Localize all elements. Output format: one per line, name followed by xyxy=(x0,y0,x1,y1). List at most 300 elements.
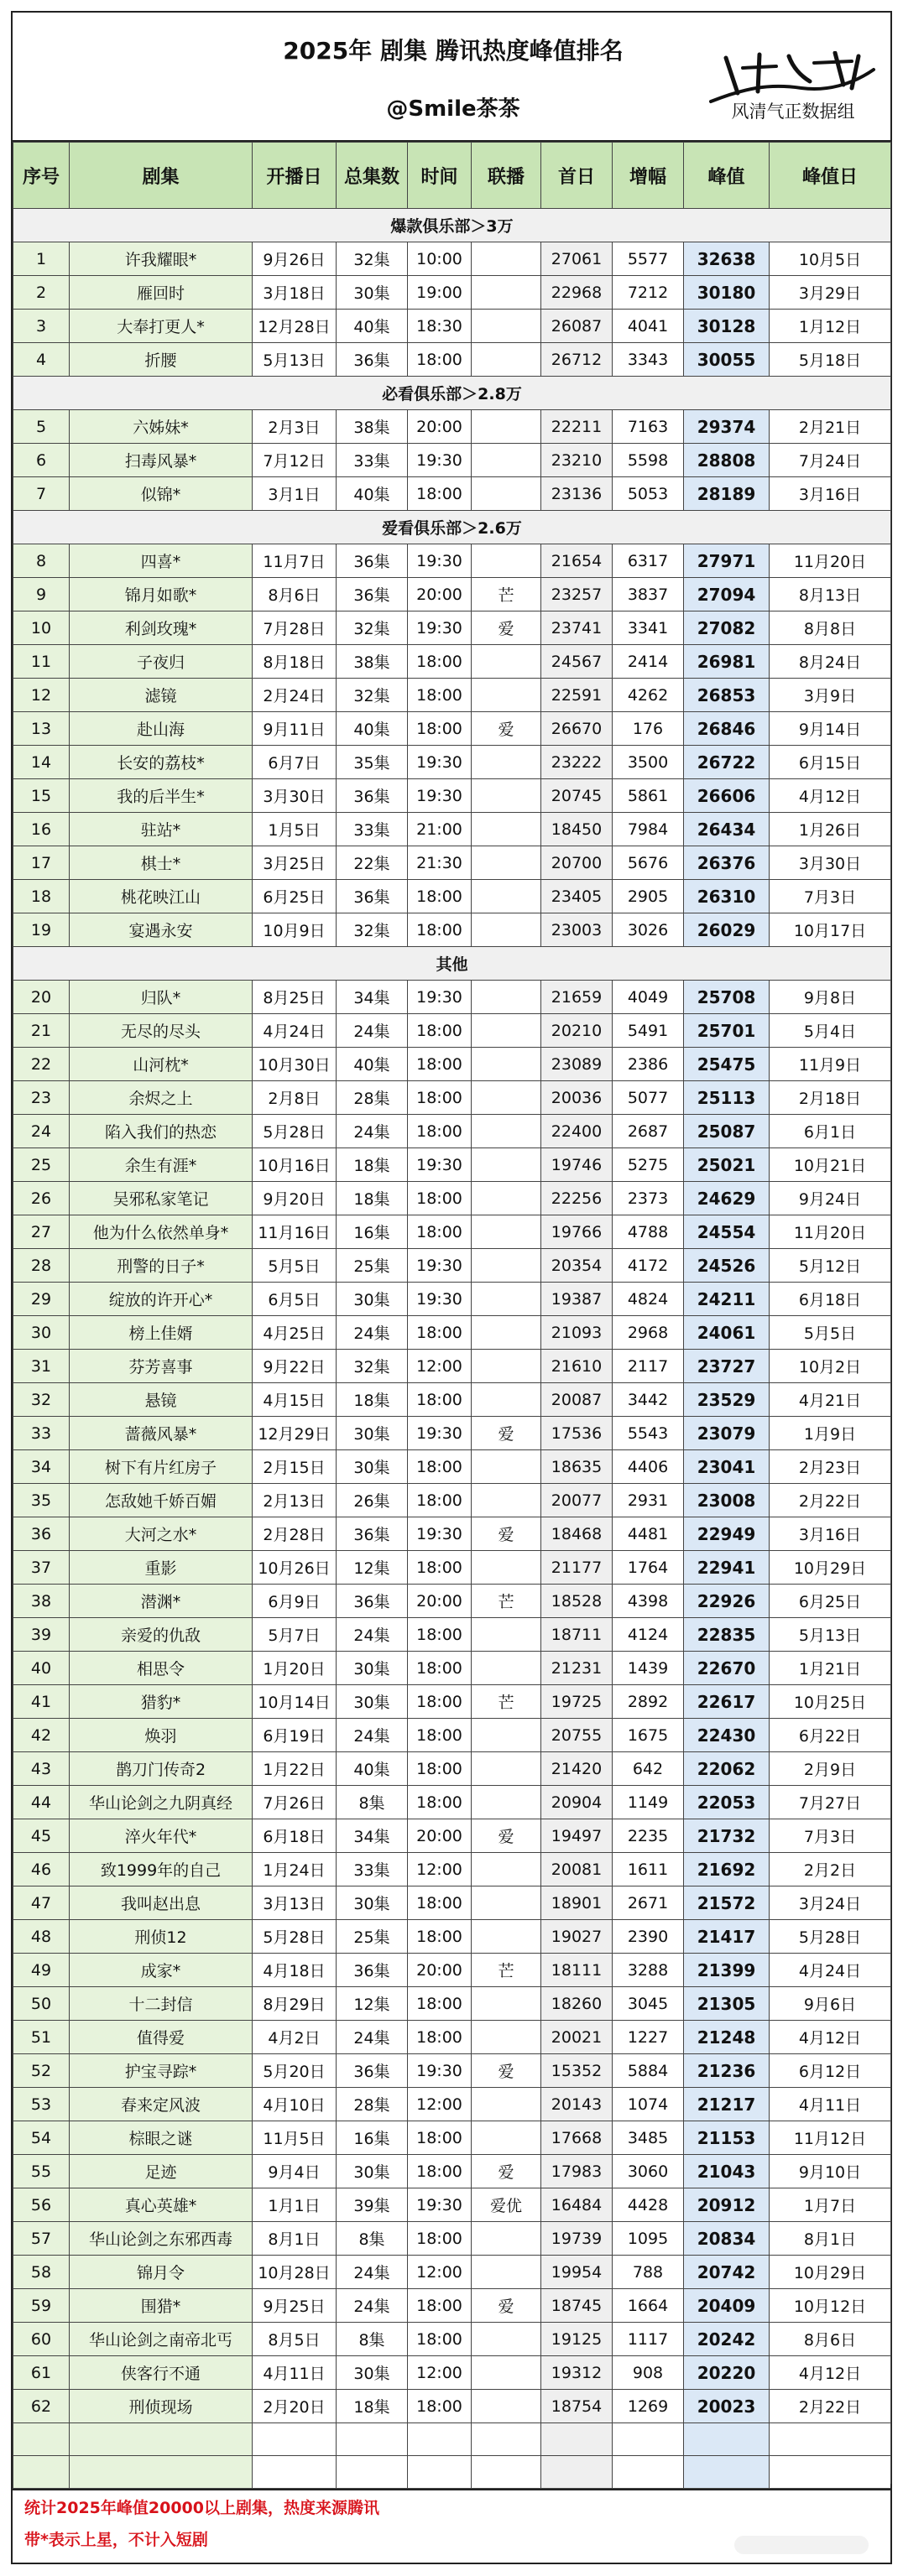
peak-date-cell: 9月6日 xyxy=(770,1987,891,2021)
co-broadcast-cell xyxy=(472,1752,541,1786)
increase-cell: 2892 xyxy=(613,1685,684,1719)
peak-cell: 22670 xyxy=(684,1652,770,1685)
time-slot-cell: 18:00 xyxy=(408,1182,472,1215)
rank-cell: 48 xyxy=(13,1920,70,1954)
rank-cell: 44 xyxy=(13,1786,70,1819)
episodes-cell: 24集 xyxy=(337,2289,408,2323)
rank-cell: 58 xyxy=(13,2256,70,2289)
column-header: 首日 xyxy=(541,143,613,209)
peak-cell: 25021 xyxy=(684,1148,770,1182)
episodes-cell: 8集 xyxy=(337,2222,408,2256)
peak-date-cell: 4月12日 xyxy=(770,2356,891,2390)
table-row xyxy=(13,1886,891,1920)
rank-cell: 38 xyxy=(13,1585,70,1618)
increase-cell: 788 xyxy=(613,2256,684,2289)
premiere-date-cell: 4月18日 xyxy=(253,1954,337,1987)
first-day-cell: 20755 xyxy=(541,1719,613,1752)
episodes-cell: 30集 xyxy=(337,1450,408,1484)
table-row xyxy=(13,1920,891,1954)
peak-date-cell: 8月13日 xyxy=(770,578,891,611)
logo-subtitle: 风清气正数据组 xyxy=(731,101,855,122)
table-row xyxy=(13,1014,891,1048)
time-slot-cell: 10:00 xyxy=(408,242,472,276)
empty-cell xyxy=(408,2423,472,2456)
premiere-date-cell: 5月7日 xyxy=(253,1618,337,1652)
author-handle: @Smile茶茶 xyxy=(386,96,520,122)
time-slot-cell: 12:00 xyxy=(408,2088,472,2121)
peak-date-cell: 5月4日 xyxy=(770,1014,891,1048)
first-day-cell: 21659 xyxy=(541,981,613,1014)
peak-cell: 28189 xyxy=(684,477,770,511)
first-day-cell: 19027 xyxy=(541,1920,613,1954)
peak-date-cell: 5月12日 xyxy=(770,1249,891,1283)
table-row xyxy=(13,1182,891,1215)
peak-cell: 30180 xyxy=(684,276,770,310)
premiere-date-cell: 6月9日 xyxy=(253,1585,337,1618)
increase-cell: 7212 xyxy=(613,276,684,310)
premiere-date-cell: 2月8日 xyxy=(253,1081,337,1115)
rank-cell: 34 xyxy=(13,1450,70,1484)
series-name-cell: 滤镜 xyxy=(70,679,253,712)
peak-date-cell: 2月21日 xyxy=(770,410,891,444)
premiere-date-cell: 10月30日 xyxy=(253,1048,337,1081)
time-slot-cell: 19:30 xyxy=(408,1249,472,1283)
table-row xyxy=(13,1115,891,1148)
series-name-cell: 雁回时 xyxy=(70,276,253,310)
peak-date-cell: 6月25日 xyxy=(770,1585,891,1618)
premiere-date-cell: 10月14日 xyxy=(253,1685,337,1719)
rank-cell: 8 xyxy=(13,544,70,578)
increase-cell: 4406 xyxy=(613,1450,684,1484)
peak-date-cell: 9月24日 xyxy=(770,1182,891,1215)
rank-cell: 26 xyxy=(13,1182,70,1215)
series-name-cell: 十二封信 xyxy=(70,1987,253,2021)
co-broadcast-cell xyxy=(472,1652,541,1685)
first-day-cell: 19387 xyxy=(541,1283,613,1316)
episodes-cell: 40集 xyxy=(337,1048,408,1081)
rank-cell: 25 xyxy=(13,1148,70,1182)
empty-cell xyxy=(541,2423,613,2456)
episodes-cell: 16集 xyxy=(337,1215,408,1249)
table-row xyxy=(13,444,891,477)
peak-cell: 26722 xyxy=(684,746,770,779)
co-broadcast-cell xyxy=(472,1450,541,1484)
peak-cell: 23529 xyxy=(684,1383,770,1417)
series-name-cell: 刑警的日子* xyxy=(70,1249,253,1283)
episodes-cell: 36集 xyxy=(337,1517,408,1551)
first-day-cell: 23405 xyxy=(541,880,613,913)
rank-cell: 56 xyxy=(13,2188,70,2222)
peak-date-cell: 1月21日 xyxy=(770,1652,891,1685)
rank-cell: 51 xyxy=(13,2021,70,2054)
time-slot-cell: 18:30 xyxy=(408,310,472,343)
premiere-date-cell: 6月19日 xyxy=(253,1719,337,1752)
peak-cell: 21692 xyxy=(684,1853,770,1886)
table-row xyxy=(13,1517,891,1551)
section-label: 爆款俱乐部＞3万 xyxy=(13,209,891,242)
peak-cell: 26434 xyxy=(684,813,770,846)
series-name-cell: 吴邪私家笔记 xyxy=(70,1182,253,1215)
time-slot-cell: 18:00 xyxy=(408,880,472,913)
increase-cell: 5577 xyxy=(613,242,684,276)
peak-date-cell: 10月29日 xyxy=(770,2256,891,2289)
co-broadcast-cell xyxy=(472,779,541,813)
increase-cell: 2931 xyxy=(613,1484,684,1517)
episodes-cell: 26集 xyxy=(337,1484,408,1517)
premiere-date-cell: 9月26日 xyxy=(253,242,337,276)
co-broadcast-cell xyxy=(472,813,541,846)
premiere-date-cell: 1月22日 xyxy=(253,1752,337,1786)
first-day-cell: 19746 xyxy=(541,1148,613,1182)
first-day-cell: 20087 xyxy=(541,1383,613,1417)
episodes-cell: 36集 xyxy=(337,343,408,377)
episodes-cell: 33集 xyxy=(337,1853,408,1886)
series-name-cell: 余生有涯* xyxy=(70,1148,253,1182)
episodes-cell: 24集 xyxy=(337,1014,408,1048)
episodes-cell: 25集 xyxy=(337,1249,408,1283)
peak-date-cell: 2月22日 xyxy=(770,2390,891,2423)
time-slot-cell: 18:00 xyxy=(408,1551,472,1585)
increase-cell: 2671 xyxy=(613,1886,684,1920)
section-header-row xyxy=(13,377,891,410)
premiere-date-cell: 6月5日 xyxy=(253,1283,337,1316)
peak-cell: 21417 xyxy=(684,1920,770,1954)
table-row xyxy=(13,746,891,779)
peak-cell: 21248 xyxy=(684,2021,770,2054)
time-slot-cell: 19:30 xyxy=(408,2054,472,2088)
time-slot-cell: 18:00 xyxy=(408,913,472,947)
series-name-cell: 赴山海 xyxy=(70,712,253,746)
time-slot-cell: 19:30 xyxy=(408,1417,472,1450)
premiere-date-cell: 11月5日 xyxy=(253,2121,337,2155)
co-broadcast-cell xyxy=(472,1283,541,1316)
peak-date-cell: 5月28日 xyxy=(770,1920,891,1954)
first-day-cell: 19125 xyxy=(541,2323,613,2356)
first-day-cell: 21093 xyxy=(541,1316,613,1350)
rank-cell: 52 xyxy=(13,2054,70,2088)
premiere-date-cell: 11月7日 xyxy=(253,544,337,578)
table-row xyxy=(13,2188,891,2222)
episodes-cell: 30集 xyxy=(337,1417,408,1450)
rank-cell: 19 xyxy=(13,913,70,947)
series-name-cell: 鹊刀门传奇2 xyxy=(70,1752,253,1786)
time-slot-cell: 18:00 xyxy=(408,1316,472,1350)
first-day-cell: 20143 xyxy=(541,2088,613,2121)
rank-cell: 31 xyxy=(13,1350,70,1383)
co-broadcast-cell xyxy=(472,343,541,377)
rank-cell: 27 xyxy=(13,1215,70,1249)
first-day-cell: 19954 xyxy=(541,2256,613,2289)
rank-cell: 55 xyxy=(13,2155,70,2188)
premiere-date-cell: 5月13日 xyxy=(253,343,337,377)
peak-date-cell: 2月23日 xyxy=(770,1450,891,1484)
rank-cell: 9 xyxy=(13,578,70,611)
section-label: 其他 xyxy=(13,947,891,981)
peak-cell: 32638 xyxy=(684,242,770,276)
rank-cell: 18 xyxy=(13,880,70,913)
premiere-date-cell: 4月24日 xyxy=(253,1014,337,1048)
premiere-date-cell: 8月25日 xyxy=(253,981,337,1014)
premiere-date-cell: 10月16日 xyxy=(253,1148,337,1182)
rank-cell: 10 xyxy=(13,611,70,645)
co-broadcast-cell xyxy=(472,2356,541,2390)
premiere-date-cell: 12月28日 xyxy=(253,310,337,343)
increase-cell: 4172 xyxy=(613,1249,684,1283)
empty-cell xyxy=(684,2423,770,2456)
rank-cell: 12 xyxy=(13,679,70,712)
table-row xyxy=(13,611,891,645)
peak-cell: 24211 xyxy=(684,1283,770,1316)
peak-cell: 25087 xyxy=(684,1115,770,1148)
premiere-date-cell: 12月29日 xyxy=(253,1417,337,1450)
increase-cell: 176 xyxy=(613,712,684,746)
increase-cell: 4428 xyxy=(613,2188,684,2222)
episodes-cell: 35集 xyxy=(337,746,408,779)
premiere-date-cell: 6月18日 xyxy=(253,1819,337,1853)
time-slot-cell: 18:00 xyxy=(408,1383,472,1417)
table-row xyxy=(13,1484,891,1517)
footer-note-source: 统计2025年峰值20000以上剧集，热度来源腾讯 xyxy=(24,2499,379,2517)
episodes-cell: 38集 xyxy=(337,410,408,444)
peak-date-cell: 2月9日 xyxy=(770,1752,891,1786)
table-row xyxy=(13,1551,891,1585)
time-slot-cell: 18:00 xyxy=(408,679,472,712)
first-day-cell: 26670 xyxy=(541,712,613,746)
time-slot-cell: 18:00 xyxy=(408,343,472,377)
rank-cell: 16 xyxy=(13,813,70,846)
table-row xyxy=(13,1786,891,1819)
premiere-date-cell: 10月26日 xyxy=(253,1551,337,1585)
premiere-date-cell: 5月5日 xyxy=(253,1249,337,1283)
increase-cell: 7984 xyxy=(613,813,684,846)
time-slot-cell: 18:00 xyxy=(408,1450,472,1484)
premiere-date-cell: 7月26日 xyxy=(253,1786,337,1819)
time-slot-cell: 12:00 xyxy=(408,1853,472,1886)
table-row xyxy=(13,2323,891,2356)
co-broadcast-cell xyxy=(472,1920,541,1954)
peak-date-cell: 5月5日 xyxy=(770,1316,891,1350)
time-slot-cell: 20:00 xyxy=(408,1819,472,1853)
increase-cell: 1764 xyxy=(613,1551,684,1585)
episodes-cell: 30集 xyxy=(337,1886,408,1920)
episodes-cell: 36集 xyxy=(337,1585,408,1618)
table-row xyxy=(13,913,891,947)
increase-cell: 2968 xyxy=(613,1316,684,1350)
column-header: 联播 xyxy=(472,143,541,209)
time-slot-cell: 18:00 xyxy=(408,1719,472,1752)
peak-cell: 20409 xyxy=(684,2289,770,2323)
series-name-cell: 华山论剑之东邪西毒 xyxy=(70,2222,253,2256)
increase-cell: 2373 xyxy=(613,1182,684,1215)
episodes-cell: 28集 xyxy=(337,2088,408,2121)
peak-cell: 23079 xyxy=(684,1417,770,1450)
peak-date-cell: 3月24日 xyxy=(770,1886,891,1920)
series-name-cell: 华山论剑之九阴真经 xyxy=(70,1786,253,1819)
first-day-cell: 17536 xyxy=(541,1417,613,1450)
time-slot-cell: 19:00 xyxy=(408,276,472,310)
time-slot-cell: 18:00 xyxy=(408,1484,472,1517)
table-row xyxy=(13,779,891,813)
increase-cell: 1664 xyxy=(613,2289,684,2323)
peak-date-cell: 3月16日 xyxy=(770,1517,891,1551)
first-day-cell: 21231 xyxy=(541,1652,613,1685)
table-row xyxy=(13,1752,891,1786)
co-broadcast-cell: 芒 xyxy=(472,578,541,611)
rank-cell: 45 xyxy=(13,1819,70,1853)
table-row xyxy=(13,1316,891,1350)
episodes-cell: 28集 xyxy=(337,1081,408,1115)
episodes-cell: 32集 xyxy=(337,1350,408,1383)
co-broadcast-cell xyxy=(472,1853,541,1886)
episodes-cell: 32集 xyxy=(337,679,408,712)
peak-cell: 22926 xyxy=(684,1585,770,1618)
increase-cell: 3343 xyxy=(613,343,684,377)
first-day-cell: 18468 xyxy=(541,1517,613,1551)
column-header: 时间 xyxy=(408,143,472,209)
time-slot-cell: 18:00 xyxy=(408,1886,472,1920)
co-broadcast-cell xyxy=(472,1484,541,1517)
series-name-cell: 山河枕* xyxy=(70,1048,253,1081)
first-day-cell: 18450 xyxy=(541,813,613,846)
series-name-cell: 潜渊* xyxy=(70,1585,253,1618)
peak-cell: 20912 xyxy=(684,2188,770,2222)
co-broadcast-cell xyxy=(472,1215,541,1249)
first-day-cell: 22256 xyxy=(541,1182,613,1215)
rank-cell: 36 xyxy=(13,1517,70,1551)
rank-cell: 7 xyxy=(13,477,70,511)
series-name-cell: 六姊妹* xyxy=(70,410,253,444)
series-name-cell: 成家* xyxy=(70,1954,253,1987)
table-row xyxy=(13,578,891,611)
peak-cell: 23727 xyxy=(684,1350,770,1383)
time-slot-cell: 19:30 xyxy=(408,1283,472,1316)
peak-cell: 27094 xyxy=(684,578,770,611)
co-broadcast-cell xyxy=(472,1987,541,2021)
rank-cell: 62 xyxy=(13,2390,70,2423)
rank-cell: 2 xyxy=(13,276,70,310)
premiere-date-cell: 9月20日 xyxy=(253,1182,337,1215)
rank-cell: 40 xyxy=(13,1652,70,1685)
table-row xyxy=(13,1148,891,1182)
peak-date-cell: 10月21日 xyxy=(770,1148,891,1182)
increase-cell: 1095 xyxy=(613,2222,684,2256)
table-row xyxy=(13,1383,891,1417)
table-row xyxy=(13,477,891,511)
premiere-date-cell: 3月30日 xyxy=(253,779,337,813)
peak-date-cell: 6月22日 xyxy=(770,1719,891,1752)
peak-cell: 21043 xyxy=(684,2155,770,2188)
table-row xyxy=(13,846,891,880)
premiere-date-cell: 2月3日 xyxy=(253,410,337,444)
first-day-cell: 18745 xyxy=(541,2289,613,2323)
co-broadcast-cell xyxy=(472,242,541,276)
table-row xyxy=(13,2054,891,2088)
episodes-cell: 24集 xyxy=(337,2021,408,2054)
co-broadcast-cell xyxy=(472,444,541,477)
peak-date-cell: 7月3日 xyxy=(770,1819,891,1853)
episodes-cell: 24集 xyxy=(337,1618,408,1652)
premiere-date-cell: 1月20日 xyxy=(253,1652,337,1685)
empty-cell xyxy=(13,2423,70,2456)
series-name-cell: 致1999年的自己 xyxy=(70,1853,253,1886)
time-slot-cell: 19:30 xyxy=(408,544,472,578)
episodes-cell: 36集 xyxy=(337,2054,408,2088)
series-name-cell: 无尽的尽头 xyxy=(70,1014,253,1048)
co-broadcast-cell: 爱 xyxy=(472,1819,541,1853)
first-day-cell: 19766 xyxy=(541,1215,613,1249)
rank-cell: 46 xyxy=(13,1853,70,1886)
peak-date-cell: 9月8日 xyxy=(770,981,891,1014)
premiere-date-cell: 5月20日 xyxy=(253,2054,337,2088)
co-broadcast-cell xyxy=(472,2390,541,2423)
peak-date-cell: 3月29日 xyxy=(770,276,891,310)
peak-cell: 27971 xyxy=(684,544,770,578)
first-day-cell: 19497 xyxy=(541,1819,613,1853)
table-row xyxy=(13,1685,891,1719)
co-broadcast-cell xyxy=(472,276,541,310)
first-day-cell: 20210 xyxy=(541,1014,613,1048)
premiere-date-cell: 7月12日 xyxy=(253,444,337,477)
episodes-cell: 40集 xyxy=(337,310,408,343)
table-row xyxy=(13,343,891,377)
series-name-cell: 棕眼之谜 xyxy=(70,2121,253,2155)
rank-cell: 11 xyxy=(13,645,70,679)
series-name-cell: 四喜* xyxy=(70,544,253,578)
rank-cell: 22 xyxy=(13,1048,70,1081)
episodes-cell: 8集 xyxy=(337,2323,408,2356)
episodes-cell: 39集 xyxy=(337,2188,408,2222)
peak-date-cell: 11月20日 xyxy=(770,544,891,578)
episodes-cell: 32集 xyxy=(337,913,408,947)
rank-cell: 60 xyxy=(13,2323,70,2356)
peak-date-cell: 1月7日 xyxy=(770,2188,891,2222)
peak-date-cell: 4月12日 xyxy=(770,779,891,813)
table-row xyxy=(13,880,891,913)
peak-cell: 20742 xyxy=(684,2256,770,2289)
time-slot-cell: 19:30 xyxy=(408,611,472,645)
increase-cell: 4049 xyxy=(613,981,684,1014)
episodes-cell: 12集 xyxy=(337,1551,408,1585)
series-name-cell: 重影 xyxy=(70,1551,253,1585)
episodes-cell: 18集 xyxy=(337,1148,408,1182)
co-broadcast-cell: 爱优 xyxy=(472,2188,541,2222)
increase-cell: 2687 xyxy=(613,1115,684,1148)
co-broadcast-cell xyxy=(472,1719,541,1752)
time-slot-cell: 12:00 xyxy=(408,2356,472,2390)
series-name-cell: 我的后半生* xyxy=(70,779,253,813)
peak-cell: 21217 xyxy=(684,2088,770,2121)
first-day-cell: 15352 xyxy=(541,2054,613,2088)
episodes-cell: 24集 xyxy=(337,1115,408,1148)
peak-date-cell: 1月26日 xyxy=(770,813,891,846)
increase-cell: 4824 xyxy=(613,1283,684,1316)
peak-date-cell: 4月24日 xyxy=(770,1954,891,1987)
premiere-date-cell: 2月28日 xyxy=(253,1517,337,1551)
first-day-cell: 20081 xyxy=(541,1853,613,1886)
series-name-cell: 围猎* xyxy=(70,2289,253,2323)
episodes-cell: 30集 xyxy=(337,1652,408,1685)
table-row xyxy=(13,1081,891,1115)
series-name-cell: 悬镜 xyxy=(70,1383,253,1417)
first-day-cell: 19725 xyxy=(541,1685,613,1719)
time-slot-cell: 18:00 xyxy=(408,1618,472,1652)
co-broadcast-cell xyxy=(472,1350,541,1383)
series-name-cell: 刑侦12 xyxy=(70,1920,253,1954)
time-slot-cell: 21:00 xyxy=(408,813,472,846)
peak-cell: 21236 xyxy=(684,2054,770,2088)
series-name-cell: 归队* xyxy=(70,981,253,1014)
peak-cell: 21572 xyxy=(684,1886,770,1920)
